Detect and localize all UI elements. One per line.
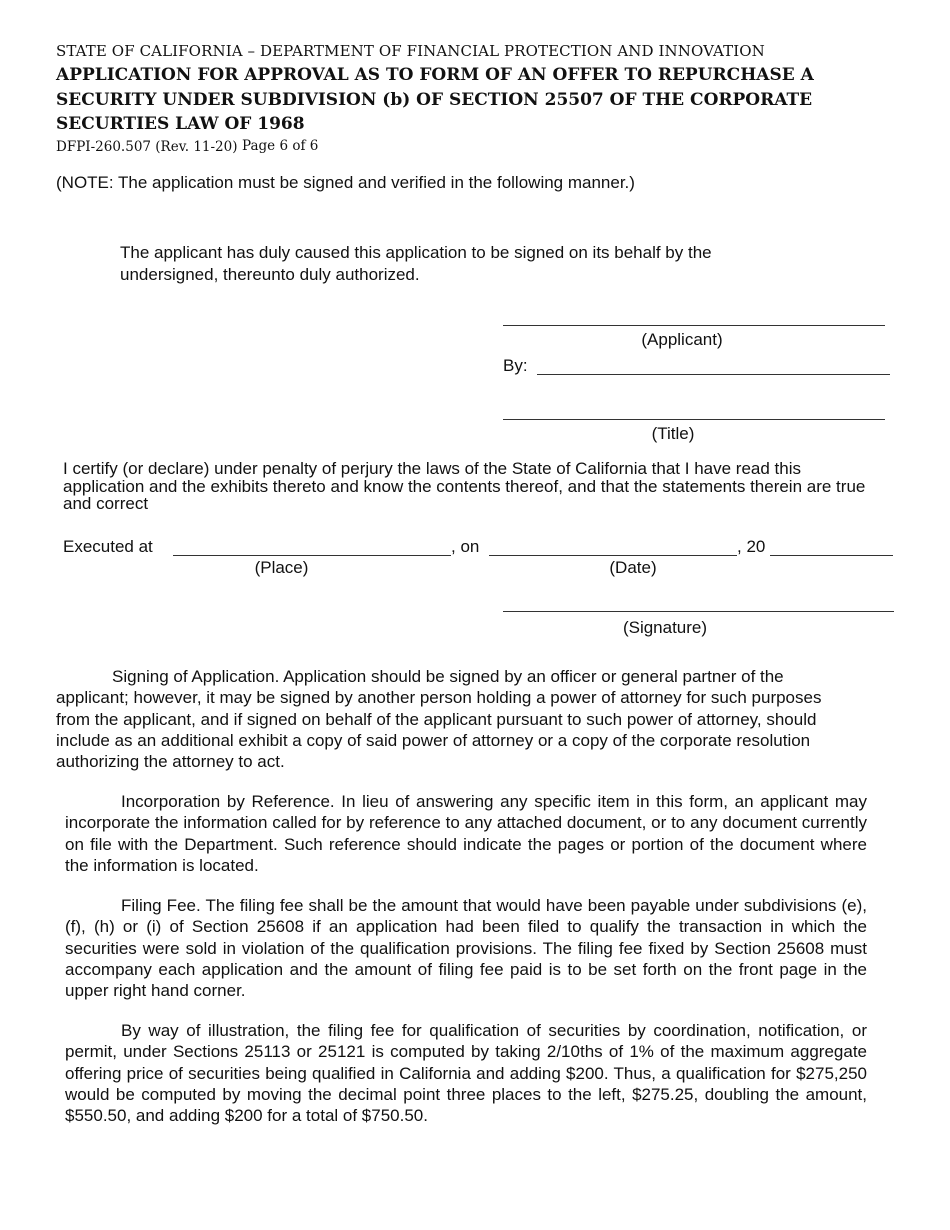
agency-name: STATE OF CALIFORNIA – DEPARTMENT OF FINANCIAL PROTECTION AND INNOVATION: [56, 42, 765, 60]
by-label: By:: [503, 356, 528, 375]
year-field-line[interactable]: [770, 555, 893, 556]
place-field-line[interactable]: [173, 555, 451, 556]
applicant-signature-line[interactable]: [503, 325, 885, 326]
form-id: DFPI-260.507 (Rev. 11-20): [56, 139, 238, 155]
incorporation-instructions: Incorporation by Reference. In lieu of answering any specific item in this form, an applicant may incorporate the information called for by reference to any attached document, or to any document currently on file with the Department. Such reference should indicate the pages or portion of the document where the information is located.: [65, 792, 867, 875]
filing-fee-instructions: Filing Fee. The filing fee shall be the amount that would have been payable under subdivisions (e), (f), (h) or (i) of Section 25608 if an application had been filed to qualify the transaction in which the securities were sold in violation of the qualification provisions. The filing fee fixed by Section 25608 must accompany each application and the amount of filing fee paid is to be set forth on the front page in the upper right hand corner.: [65, 896, 867, 1001]
signature-line[interactable]: [503, 611, 894, 612]
perjury-certification: I certify (or declare) under penalty of perjury the laws of the State of California that I have read this application and the exhibits thereto and know the contents thereof, and that the statements therein are true and correct: [63, 459, 866, 513]
executed-at-label: Executed at: [63, 537, 153, 556]
signing-instructions: Signing of Application. Application should be signed by an officer or general partner of the applicant; however, it may be signed by another person holding a power of attorney for such purposes from the applicant, and if signed on behalf of the applicant pursuant to such power of attorney, should include as an additional exhibit a copy of said power of attorney or a copy of the corporate resolution authorizing the attorney to act.: [56, 667, 822, 772]
signing-note: (NOTE: The application must be signed and verified in the following manner.): [56, 173, 635, 192]
title-caption: (Title): [651, 424, 695, 443]
signature-caption: (Signature): [622, 618, 708, 637]
on-label: , on: [451, 537, 480, 556]
date-field-line[interactable]: [489, 555, 737, 556]
date-caption: (Date): [609, 558, 657, 577]
year-label: , 20: [737, 537, 766, 556]
authorization-statement: The applicant has duly caused this application to be signed on its behalf by the undersigned, thereunto duly authorized.: [120, 243, 712, 284]
form-title: APPLICATION FOR APPROVAL AS TO FORM OF AN OFFER TO REPURCHASE A SECURITY UNDER SUBDIVISION (b) OF SECTION 25507 OF THE CORPORATE SECURTIES LAW OF 1968: [56, 65, 814, 134]
fee-illustration: By way of illustration, the filing fee for qualification of securities by coordination, notification, or permit, under Sections 25113 or 25121 is computed by taking 2/10ths of 1% of the maximum aggregate offering price of securities being qualified in California and adding $200. Thus, a qualification for $275,250 would be computed by moving the decimal point three places to the left, $275.25, doubling the amount, $550.50, and adding $200 for a total of $750.50.: [65, 1021, 867, 1126]
page-number: Page 6 of 6: [242, 138, 319, 154]
place-caption: (Place): [254, 558, 309, 577]
applicant-caption: (Applicant): [641, 330, 723, 349]
by-signature-line[interactable]: [537, 374, 890, 375]
title-line[interactable]: [503, 419, 885, 420]
